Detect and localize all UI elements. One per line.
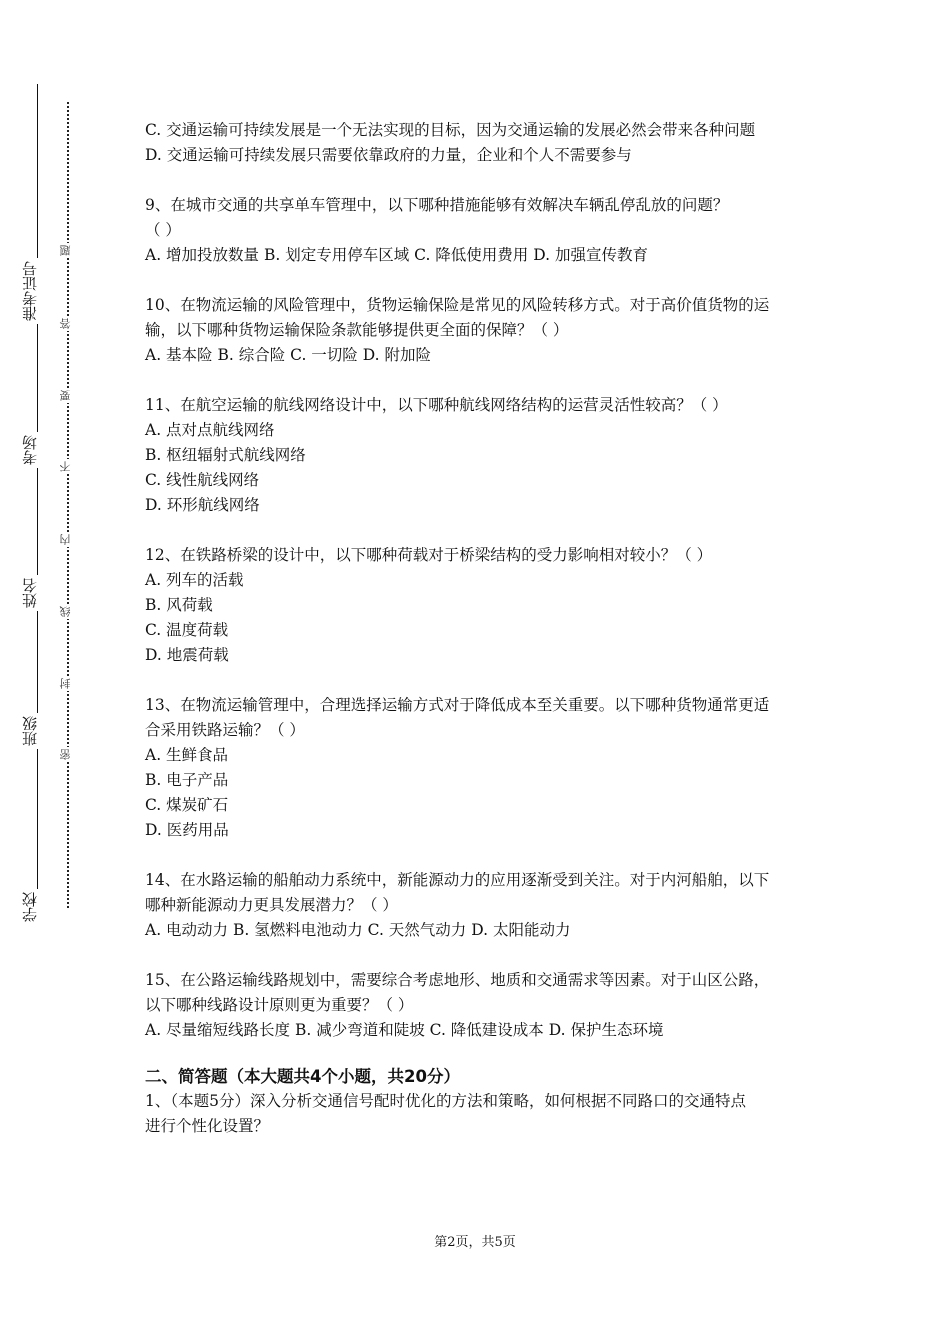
- option-c: C. 线性航线网络: [145, 471, 260, 489]
- question-text: 10、在物流运输的风险管理中，货物运输保险是常见的风险转移方式。对于高价值货物的运: [145, 296, 770, 314]
- option-line: A. 电动动力 B. 氢燃料电池动力 C. 天然气动力 D. 太阳能动力: [145, 921, 571, 939]
- question-text: 哪种新能源动力更具发展潜力？（ ）: [145, 896, 398, 914]
- question-9: [145, 193, 815, 268]
- option-line: D. 交通运输可持续发展只需要依靠政府的力量，企业和个人不需要参与: [145, 146, 632, 164]
- label-school: 学校: [22, 889, 52, 925]
- question-text: 12、在铁路桥梁的设计中，以下哪种荷载对于桥梁结构的受力影响相对较小？（ ）: [145, 546, 713, 564]
- question-10: [145, 293, 815, 368]
- page-footer: 第2页，共5页: [434, 1235, 516, 1250]
- seal-note: 密: [59, 749, 72, 760]
- seal-note: 不: [59, 461, 72, 472]
- question-text: 13、在物流运输管理中，合理选择运输方式对于降低成本至关重要。以下哪种货物通常更适: [145, 696, 770, 714]
- exam-content: [145, 118, 815, 1139]
- seal-note: 内: [59, 534, 72, 545]
- section-title: 二、简答题（本大题共4个小题，共20分）: [145, 1067, 460, 1086]
- label-class: 班级: [22, 713, 52, 749]
- option-line: A. 基本险 B. 综合险 C. 一切险 D. 附加险: [145, 346, 431, 364]
- question-8-tail: [145, 118, 815, 168]
- question-text: 11、在航空运输的航线网络设计中，以下哪种航线网络结构的运营灵活性较高？（ ）: [145, 396, 728, 414]
- seal-note: 线: [59, 606, 72, 617]
- question-13: [145, 693, 815, 843]
- question-text: 9、在城市交通的共享单车管理中，以下哪种措施能够有效解决车辆乱停乱放的问题？: [145, 196, 729, 214]
- option-b: B. 风荷载: [145, 596, 213, 614]
- label-exam-number: 准考证号: [22, 258, 52, 324]
- option-line: A. 增加投放数量 B. 划定专用停车区域 C. 降低使用费用 D. 加强宣传教育: [145, 246, 648, 264]
- question-text: 15、在公路运输线路规划中，需要综合考虑地形、地质和交通需求等因素。对于山区公路，: [145, 971, 770, 989]
- short-answer-question: 进行个性化设置？: [145, 1117, 270, 1135]
- binding-dotted-line: [67, 102, 69, 908]
- seal-note: 题: [59, 245, 72, 256]
- question-11: [145, 393, 815, 518]
- seal-note: 封: [59, 678, 72, 689]
- question-text: 输，以下哪种货物运输保险条款能够提供更全面的保障？（ ）: [145, 321, 569, 339]
- short-answer-question: 1、（本题5分）深入分析交通信号配时优化的方法和策略，如何根据不同路口的交通特点: [145, 1092, 746, 1110]
- answer-blank: （ ）: [145, 221, 181, 239]
- seal-note: 答: [59, 318, 72, 329]
- option-a: A. 列车的活载: [145, 571, 244, 589]
- option-d: D. 医药用品: [145, 821, 229, 839]
- option-c: C. 温度荷载: [145, 621, 229, 639]
- question-14: [145, 868, 815, 943]
- label-name: 姓名: [22, 575, 52, 611]
- option-b: B. 枢纽辐射式航线网络: [145, 446, 306, 464]
- label-exam-room: 考场: [22, 432, 52, 468]
- option-line: C. 交通运输可持续发展是一个无法实现的目标，因为交通运输的发展必然会带来各种问题: [145, 121, 756, 139]
- option-c: C. 煤炭矿石: [145, 796, 229, 814]
- binding-solid-line: [37, 84, 38, 924]
- question-15: [145, 968, 815, 1043]
- option-a: A. 点对点航线网络: [145, 421, 275, 439]
- option-d: D. 地震荷载: [145, 646, 229, 664]
- option-d: D. 环形航线网络: [145, 496, 260, 514]
- option-b: B. 电子产品: [145, 771, 229, 789]
- option-line: A. 尽量缩短线路长度 B. 减少弯道和陡坡 C. 降低建设成本 D. 保护生态环境: [145, 1021, 664, 1039]
- seal-note: 要: [59, 390, 72, 401]
- question-text: 以下哪种线路设计原则更为重要？（ ）: [145, 996, 414, 1014]
- option-a: A. 生鲜食品: [145, 746, 229, 764]
- question-12: [145, 543, 815, 668]
- question-text: 合采用铁路运输？（ ）: [145, 721, 305, 739]
- question-text: 14、在水路运输的船舶动力系统中，新能源动力的应用逐渐受到关注。对于内河船舶，以下: [145, 871, 770, 889]
